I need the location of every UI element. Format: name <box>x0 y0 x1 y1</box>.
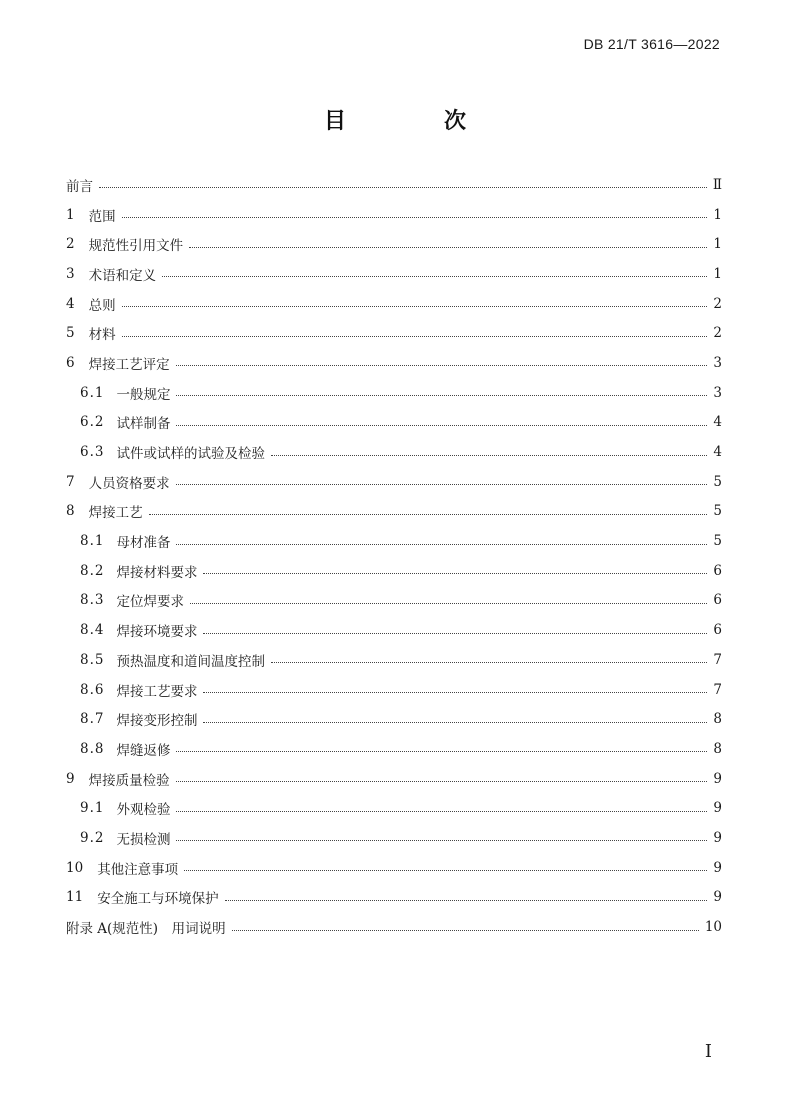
toc-entry-number: 6.1 <box>80 384 105 401</box>
toc-entry[interactable] <box>66 378 722 408</box>
toc-entry-page: 1 <box>713 265 722 282</box>
toc-entry-number: 9.2 <box>80 829 105 846</box>
toc-entry-page: 6 <box>713 622 722 639</box>
toc-entry-number: 8.1 <box>80 533 105 550</box>
toc-entry-page: 9 <box>713 859 722 876</box>
toc-entry[interactable] <box>66 853 722 883</box>
dot-leader <box>99 187 707 188</box>
toc-entry[interactable] <box>66 675 722 705</box>
toc-entry-label: 人员资格要求 <box>88 475 170 492</box>
toc-entry-label: 试件或试样的试验及检验 <box>116 446 265 463</box>
table-of-contents <box>66 170 722 942</box>
toc-entry-number: 2 <box>66 236 75 253</box>
toc-entry-label: 焊接工艺要求 <box>116 683 198 700</box>
toc-entry-number: 9 <box>66 770 75 787</box>
toc-entry[interactable] <box>66 556 722 586</box>
toc-entry[interactable] <box>66 823 722 853</box>
toc-entry[interactable] <box>66 348 722 378</box>
toc-entry-number: 8.8 <box>80 740 105 757</box>
toc-entry-number: 8.3 <box>80 592 105 609</box>
toc-entry-page: 2 <box>713 295 722 312</box>
toc-entry-number: 8.6 <box>80 681 105 698</box>
dot-leader <box>190 603 707 604</box>
toc-entry-number: 8.7 <box>80 711 105 728</box>
toc-entry-page: 7 <box>713 681 722 698</box>
dot-leader <box>122 306 708 307</box>
toc-entry[interactable] <box>66 883 722 913</box>
toc-entry-page: 10 <box>704 919 722 936</box>
toc-entry-page: 5 <box>713 533 722 550</box>
dot-leader <box>122 217 708 218</box>
toc-entry-label: 母材准备 <box>116 535 171 552</box>
toc-entry[interactable] <box>66 467 722 497</box>
dot-leader <box>271 662 707 663</box>
page-number: I <box>704 1041 712 1062</box>
toc-entry-page: 5 <box>713 473 722 490</box>
toc-entry-label: 安全施工与环境保护 <box>97 891 219 908</box>
toc-entry-number: 8.5 <box>80 651 105 668</box>
toc-entry-label: 前言 <box>66 178 93 195</box>
toc-entry-page: Ⅱ <box>712 176 722 193</box>
dot-leader <box>176 395 707 396</box>
toc-entry-number: 9.1 <box>80 800 105 817</box>
toc-entry-label: 规范性引用文件 <box>88 238 184 255</box>
toc-entry-number: 5 <box>66 325 75 342</box>
toc-entry[interactable] <box>66 229 722 259</box>
dot-leader <box>176 840 707 841</box>
toc-entry-page: 8 <box>713 740 722 757</box>
dot-leader <box>189 247 707 248</box>
toc-entry-label: 焊接环境要求 <box>116 624 198 641</box>
dot-leader <box>176 781 708 782</box>
toc-entry-number: 3 <box>66 265 75 282</box>
toc-entry[interactable] <box>66 408 722 438</box>
toc-entry[interactable] <box>66 645 722 675</box>
toc-entry-page: 3 <box>713 354 722 371</box>
toc-entry[interactable] <box>66 615 722 645</box>
dot-leader <box>203 692 707 693</box>
toc-entry-label: 总则 <box>88 297 116 314</box>
toc-entry-label: 焊接变形控制 <box>116 713 198 730</box>
toc-entry-label: 焊接材料要求 <box>116 564 198 581</box>
toc-entry-number: 6.2 <box>80 414 105 431</box>
toc-entry-page: 6 <box>713 562 722 579</box>
standard-code: DB 21/T 3616—2022 <box>583 36 720 52</box>
dot-leader <box>225 900 708 901</box>
toc-entry-page: 4 <box>713 414 722 431</box>
toc-entry[interactable] <box>66 912 722 942</box>
toc-entry-page: 9 <box>713 889 722 906</box>
toc-entry-number: 7 <box>66 473 75 490</box>
toc-entry[interactable] <box>66 526 722 556</box>
dot-leader <box>184 870 707 871</box>
toc-entry-label: 试样制备 <box>116 416 171 433</box>
toc-entry[interactable] <box>66 170 722 200</box>
dot-leader <box>203 633 707 634</box>
toc-entry-label: 范围 <box>88 208 116 225</box>
dot-leader <box>232 930 699 931</box>
toc-entry-number: 10 <box>66 859 84 876</box>
toc-entry-number: 1 <box>66 206 75 223</box>
toc-entry-page: 8 <box>713 711 722 728</box>
dot-leader <box>176 751 707 752</box>
toc-entry[interactable] <box>66 289 722 319</box>
toc-entry-page: 2 <box>713 325 722 342</box>
dot-leader <box>149 514 708 515</box>
toc-entry-number: 8.2 <box>80 562 105 579</box>
toc-entry-label: 外观检验 <box>116 802 171 819</box>
toc-entry-number: 6.3 <box>80 444 105 461</box>
dot-leader <box>176 425 707 426</box>
dot-leader <box>176 484 708 485</box>
toc-entry[interactable] <box>66 437 722 467</box>
toc-entry-label: 焊接工艺评定 <box>88 356 170 373</box>
toc-entry-label: 预热温度和道间温度控制 <box>116 653 265 670</box>
dot-leader <box>203 573 707 574</box>
toc-entry-page: 7 <box>713 651 722 668</box>
toc-entry-number: 6 <box>66 354 75 371</box>
toc-entry-label: 焊缝返修 <box>116 742 171 759</box>
toc-entry-label: 术语和定义 <box>88 267 157 284</box>
dot-leader <box>176 365 708 366</box>
toc-entry-page: 4 <box>713 444 722 461</box>
toc-entry-number: 8.4 <box>80 622 105 639</box>
toc-entry-label: 附录 A(规范性) 用词说明 <box>66 921 226 938</box>
toc-entry-label: 无损检测 <box>116 831 171 848</box>
toc-entry[interactable] <box>66 764 722 794</box>
toc-entry-page: 9 <box>713 829 722 846</box>
toc-entry-label: 焊接质量检验 <box>88 772 170 789</box>
toc-entry-label: 一般规定 <box>116 386 171 403</box>
toc-entry-page: 9 <box>713 770 722 787</box>
toc-entry-page: 1 <box>713 206 722 223</box>
dot-leader <box>122 336 708 337</box>
toc-entry-label: 定位焊要求 <box>116 594 184 611</box>
dot-leader <box>176 811 707 812</box>
toc-entry[interactable] <box>66 259 722 289</box>
toc-entry[interactable] <box>66 497 722 527</box>
dot-leader <box>271 455 707 456</box>
toc-entry[interactable] <box>66 704 722 734</box>
toc-entry-label: 材料 <box>88 327 116 344</box>
dot-leader <box>203 722 707 723</box>
toc-entry[interactable] <box>66 793 722 823</box>
toc-entry[interactable] <box>66 200 722 230</box>
toc-entry-page: 5 <box>713 503 722 520</box>
page-title: 目 次 <box>323 109 504 134</box>
toc-entry[interactable] <box>66 734 722 764</box>
toc-entry[interactable] <box>66 586 722 616</box>
toc-entry-page: 6 <box>713 592 722 609</box>
toc-entry-number: 11 <box>66 889 84 906</box>
toc-entry-label: 其他注意事项 <box>97 861 179 878</box>
toc-entry-number: 4 <box>66 295 75 312</box>
dot-leader <box>176 544 707 545</box>
toc-entry-number: 8 <box>66 503 75 520</box>
toc-entry[interactable] <box>66 318 722 348</box>
toc-entry-label: 焊接工艺 <box>88 505 143 522</box>
toc-entry-page: 1 <box>713 236 722 253</box>
toc-entry-page: 3 <box>713 384 722 401</box>
toc-entry-page: 9 <box>713 800 722 817</box>
dot-leader <box>162 276 707 277</box>
